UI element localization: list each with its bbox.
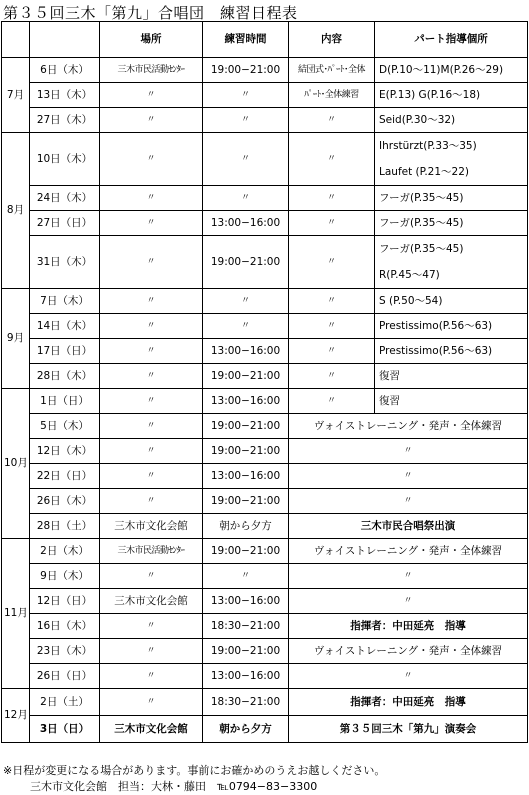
time-cell: 〃 [203, 314, 289, 339]
place-cell: 〃 [100, 664, 203, 689]
part-cell: 復習 [375, 364, 528, 389]
part-line: R(P.45〜47) [379, 269, 440, 281]
date-cell: 5日（木） [30, 414, 100, 439]
time-cell: 19:00−21:00 [203, 364, 289, 389]
table-row [2, 589, 528, 614]
time-cell: 19:00−21:00 [203, 236, 289, 289]
table-row [2, 186, 528, 211]
content-cell: ﾊﾟｰﾄ･全体練習 [289, 83, 375, 108]
part-cell: Seid(P.30〜32) [375, 108, 528, 133]
place-cell: 三木市文化会館 [100, 589, 203, 614]
table-row [2, 439, 528, 464]
place-cell: 三木市民活動ｾﾝﾀｰ [100, 58, 203, 83]
date-cell: 26日（日） [30, 664, 100, 689]
part-cell: E(P.13) G(P.16〜18) [375, 83, 528, 108]
date-cell: 12日（木） [30, 439, 100, 464]
footer-note: ※日程が変更になる場合があります。事前にお確かめのうえお越しください。 [3, 764, 386, 777]
place-cell: 〃 [100, 414, 203, 439]
date-cell: 27日（日） [30, 211, 100, 236]
part-cell: S (P.50〜54) [375, 289, 528, 314]
time-cell: 〃 [203, 108, 289, 133]
date-cell: 24日（木） [30, 186, 100, 211]
table-row [2, 389, 528, 414]
table-header-row [2, 22, 528, 58]
part-cell: フーガ(P.35〜45) [375, 211, 528, 236]
activity-cell: ヴォイストレーニング・発声・全体練習 [289, 539, 528, 564]
activity-cell: 〃 [289, 664, 528, 689]
time-cell: 〃 [203, 83, 289, 108]
date-cell: 17日（日） [30, 339, 100, 364]
activity-cell: 〃 [289, 589, 528, 614]
time-cell: 朝から夕方 [203, 514, 289, 539]
table-row [2, 716, 528, 743]
content-cell: 〃 [289, 211, 375, 236]
table-row [2, 689, 528, 716]
date-cell: 27日（木） [30, 108, 100, 133]
date-cell: 16日（木） [30, 614, 100, 639]
date-cell: 22日（日） [30, 464, 100, 489]
month-label: 7月 [2, 58, 30, 133]
content-cell: 結団式･ﾊﾟｰﾄ･全体 [289, 58, 375, 83]
content-cell: 〃 [289, 186, 375, 211]
content-cell: 〃 [289, 289, 375, 314]
place-cell: 〃 [100, 83, 203, 108]
time-cell: 13:00−16:00 [203, 464, 289, 489]
place-cell: 三木市文化会館 [100, 716, 203, 743]
time-cell: 朝から夕方 [203, 716, 289, 743]
month-label: 10月 [2, 389, 30, 539]
table-row [2, 58, 528, 83]
place-cell: 〃 [100, 564, 203, 589]
place-header: 場所 [100, 22, 203, 58]
part-cell [375, 236, 528, 289]
activity-cell: ヴォイストレーニング・発声・全体練習 [289, 414, 528, 439]
place-cell: 〃 [100, 211, 203, 236]
time-cell: 19:00−21:00 [203, 58, 289, 83]
part-cell: フーガ(P.35〜45) [375, 186, 528, 211]
content-cell: 〃 [289, 236, 375, 289]
table-row [2, 664, 528, 689]
table-row [2, 314, 528, 339]
table-row [2, 339, 528, 364]
month-label: 11月 [2, 539, 30, 689]
date-cell: 9日（木） [30, 564, 100, 589]
content-cell: 〃 [289, 389, 375, 414]
time-cell: 18:30−21:00 [203, 614, 289, 639]
place-cell: 〃 [100, 186, 203, 211]
place-cell: 〃 [100, 689, 203, 716]
time-cell: 19:00−21:00 [203, 639, 289, 664]
content-cell: 〃 [289, 339, 375, 364]
date-cell: 14日（木） [30, 314, 100, 339]
content-cell: 〃 [289, 364, 375, 389]
date-cell: 28日（木） [30, 364, 100, 389]
part-line: Ihrstürzt(P.33〜35) [379, 140, 477, 152]
table-row [2, 489, 528, 514]
table-row [2, 236, 528, 289]
activity-cell: 〃 [289, 489, 528, 514]
time-cell: 18:30−21:00 [203, 689, 289, 716]
place-cell: 〃 [100, 108, 203, 133]
corner-cell [2, 22, 30, 58]
time-cell: 〃 [203, 133, 289, 186]
activity-cell: 指揮者：中田延亮 指導 [289, 614, 528, 639]
time-header: 練習時間 [203, 22, 289, 58]
date-cell: 12日（日） [30, 589, 100, 614]
table-row [2, 414, 528, 439]
time-cell: 13:00−16:00 [203, 339, 289, 364]
table-row [2, 539, 528, 564]
table-row [2, 211, 528, 236]
time-cell: 13:00−16:00 [203, 589, 289, 614]
place-cell: 〃 [100, 314, 203, 339]
table-row [2, 514, 528, 539]
table-row [2, 289, 528, 314]
content-cell: 〃 [289, 108, 375, 133]
date-cell: 26日（木） [30, 489, 100, 514]
table-row [2, 614, 528, 639]
place-cell: 〃 [100, 489, 203, 514]
place-cell: 〃 [100, 339, 203, 364]
time-cell: 〃 [203, 564, 289, 589]
time-cell: 〃 [203, 186, 289, 211]
place-cell: 〃 [100, 133, 203, 186]
time-cell: 〃 [203, 289, 289, 314]
date-cell: 10日（木） [30, 133, 100, 186]
part-header: パート指導個所 [375, 22, 528, 58]
place-cell: 〃 [100, 439, 203, 464]
place-cell: 〃 [100, 389, 203, 414]
part-cell: 復習 [375, 389, 528, 414]
place-cell: 〃 [100, 614, 203, 639]
table-row [2, 83, 528, 108]
place-cell: 〃 [100, 364, 203, 389]
activity-cell: 三木市民合唱祭出演 [289, 514, 528, 539]
date-cell: 1日（日） [30, 389, 100, 414]
part-line: フーガ(P.35〜45) [379, 243, 464, 255]
date-cell: 3日（日） [30, 716, 100, 743]
time-cell: 13:00−16:00 [203, 211, 289, 236]
content-header: 内容 [289, 22, 375, 58]
time-cell: 19:00−21:00 [203, 489, 289, 514]
date-cell: 23日（木） [30, 639, 100, 664]
place-cell: 〃 [100, 236, 203, 289]
footer-contact: 三木市文化会館 担当：大林・藤田 ℡0794−83−3300 [30, 780, 318, 793]
time-cell: 19:00−21:00 [203, 439, 289, 464]
content-cell: 〃 [289, 314, 375, 339]
part-cell [375, 133, 528, 186]
page-title: 第３５回三木「第九」合唱団 練習日程表 [3, 4, 298, 22]
place-cell: 三木市民活動ｾﾝﾀｰ [100, 539, 203, 564]
place-cell: 〃 [100, 464, 203, 489]
date-cell: 6日（木） [30, 58, 100, 83]
part-cell: Prestissimo(P.56〜63) [375, 314, 528, 339]
activity-cell: 〃 [289, 439, 528, 464]
place-cell: 三木市文化会館 [100, 514, 203, 539]
month-label: 9月 [2, 289, 30, 389]
activity-cell: 〃 [289, 464, 528, 489]
date-cell: 7日（木） [30, 289, 100, 314]
month-label: 8月 [2, 133, 30, 289]
activity-cell: 第３５回三木「第九」演奏会 [289, 716, 528, 743]
time-cell: 13:00−16:00 [203, 664, 289, 689]
date-cell: 28日（土） [30, 514, 100, 539]
place-cell: 〃 [100, 289, 203, 314]
activity-cell: 〃 [289, 564, 528, 589]
activity-cell: ヴォイストレーニング・発声・全体練習 [289, 639, 528, 664]
month-label: 12月 [2, 689, 30, 743]
date-cell: 31日（木） [30, 236, 100, 289]
table-row [2, 108, 528, 133]
time-cell: 19:00−21:00 [203, 414, 289, 439]
table-row [2, 464, 528, 489]
part-cell: D(P.10〜11)M(P.26〜29) [375, 58, 528, 83]
table-row [2, 364, 528, 389]
table-row [2, 564, 528, 589]
date-cell: 13日（木） [30, 83, 100, 108]
date-cell: 2日（木） [30, 539, 100, 564]
time-cell: 13:00−16:00 [203, 389, 289, 414]
date-cell: 2日（土） [30, 689, 100, 716]
time-cell: 19:00−21:00 [203, 539, 289, 564]
schedule-table [1, 21, 528, 743]
activity-cell: 指揮者：中田延亮 指導 [289, 689, 528, 716]
content-cell: 〃 [289, 133, 375, 186]
part-cell: Prestissimo(P.56〜63) [375, 339, 528, 364]
date-header [30, 22, 100, 58]
place-cell: 〃 [100, 639, 203, 664]
part-line: Laufet (P.21〜22) [379, 166, 469, 178]
table-row [2, 133, 528, 186]
table-row [2, 639, 528, 664]
